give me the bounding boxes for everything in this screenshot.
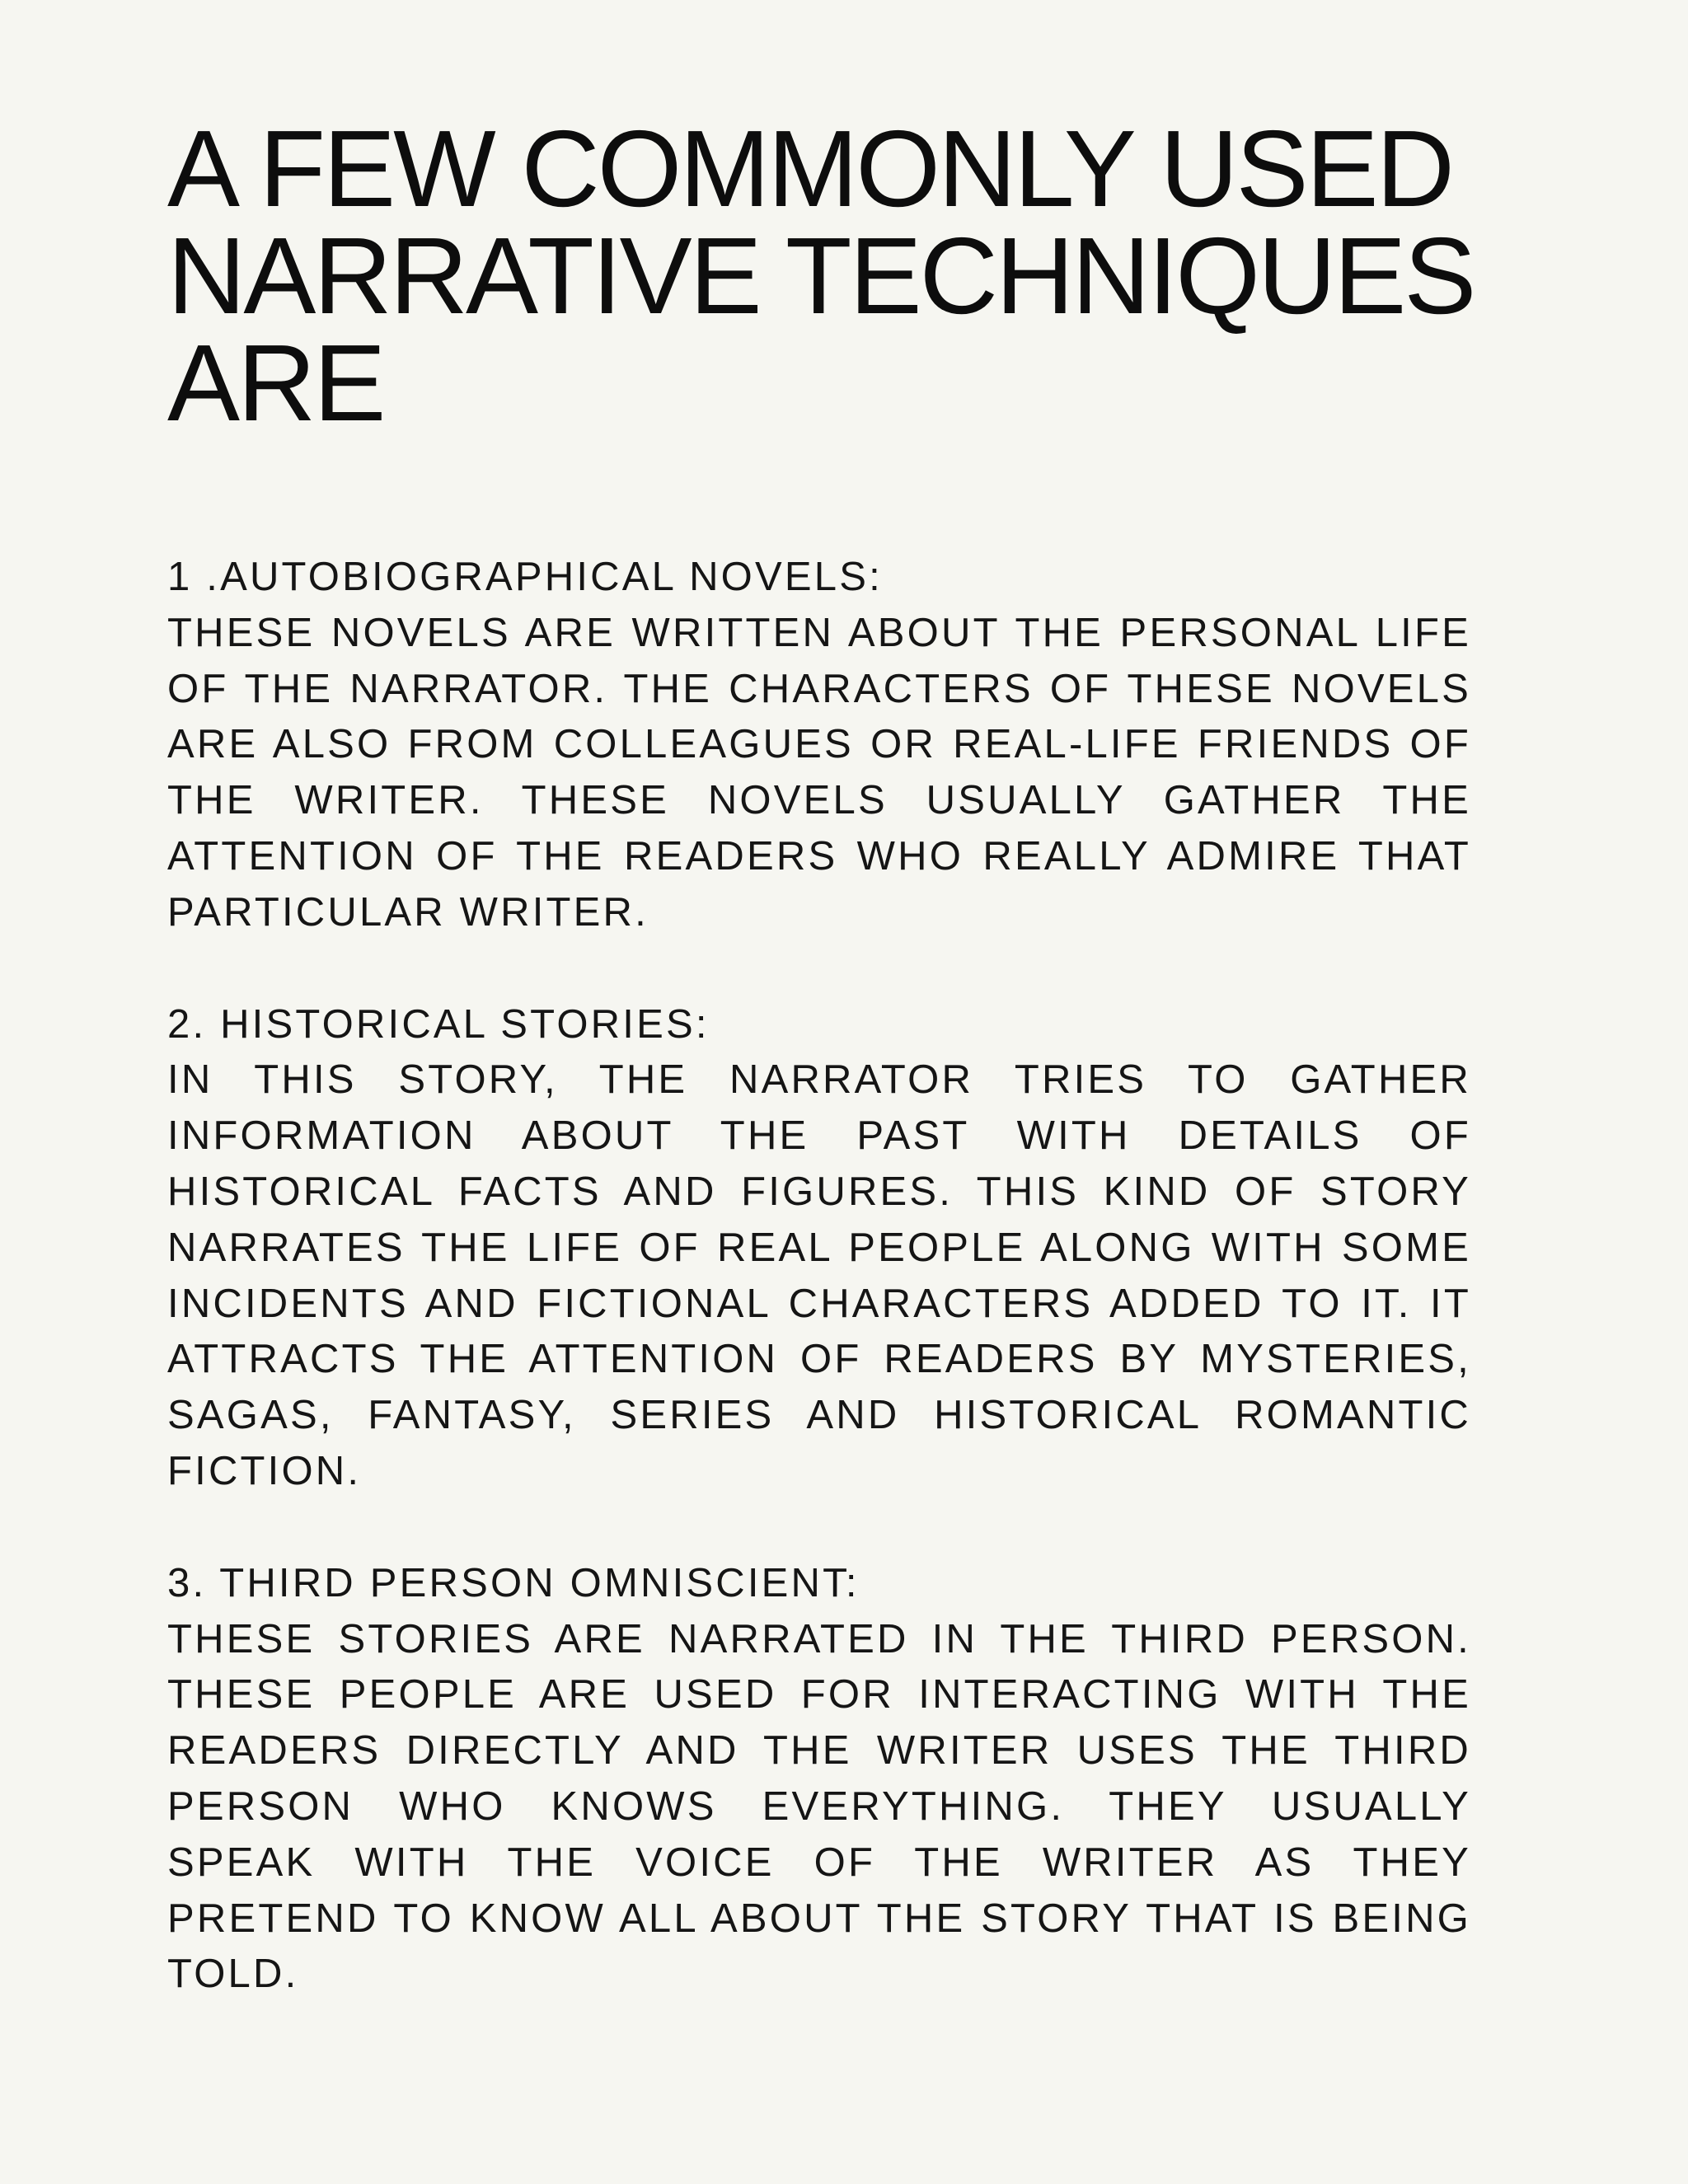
technique-list	[167, 550, 1471, 2059]
section-body: THESE STORIES ARE NARRATED IN THE THIRD PERSON. THESE PEOPLE ARE USED FOR INTERACTING WITH THE READERS DIRECTLY AND THE WRITER USES THE THIRD PERSON WHO KNOWS EVERYTHING. THEY USUALLY SPEAK WITH THE VOICE OF THE WRITER AS THEY PRETEND TO KNOW ALL ABOUT THE STORY THAT IS BEING TOLD.	[167, 1616, 1471, 1997]
page-title-line: NARRATIVE TECHNIQUES	[167, 215, 1475, 336]
page-title-line: ARE	[167, 322, 384, 443]
section-body: THESE NOVELS ARE WRITTEN ABOUT THE PERSONAL LIFE OF THE NARRATOR. THE CHARACTERS OF THESE NOVELS ARE ALSO FROM COLLEAGUES OR REAL-LIFE FRIENDS OF THE WRITER. THESE NOVELS USUALLY GATHER THE ATTENTION OF THE READERS WHO REALLY ADMIRE THAT PARTICULAR WRITER.	[167, 610, 1471, 935]
page-title	[167, 108, 1536, 443]
technique-section-third-person	[167, 1556, 1471, 2003]
section-body: IN THIS STORY, THE NARRATOR TRIES TO GATHER INFORMATION ABOUT THE PAST WITH DETAILS OF HISTORICAL FACTS AND FIGURES. THIS KIND OF STORY NARRATES THE LIFE OF REAL PEOPLE ALONG WITH SOME INCIDENTS AND FICTIONAL CHARACTERS ADDED TO IT. IT ATTRACTS THE ATTENTION OF READERS BY MYSTERIES, SAGAS, FANTASY, SERIES AND HISTORICAL ROMANTIC FICTION.	[167, 1057, 1471, 1493]
technique-section-historical	[167, 997, 1471, 1500]
section-heading: 3. THIRD PERSON OMNISCIENT:	[167, 1560, 860, 1605]
section-heading: 1 .AUTOBIOGRAPHICAL NOVELS:	[167, 555, 883, 599]
technique-section-autobiographical	[167, 550, 1471, 941]
section-heading: 2. HISTORICAL STORIES:	[167, 1001, 710, 1047]
page-title-line: A FEW COMMONLY USED	[167, 108, 1452, 229]
